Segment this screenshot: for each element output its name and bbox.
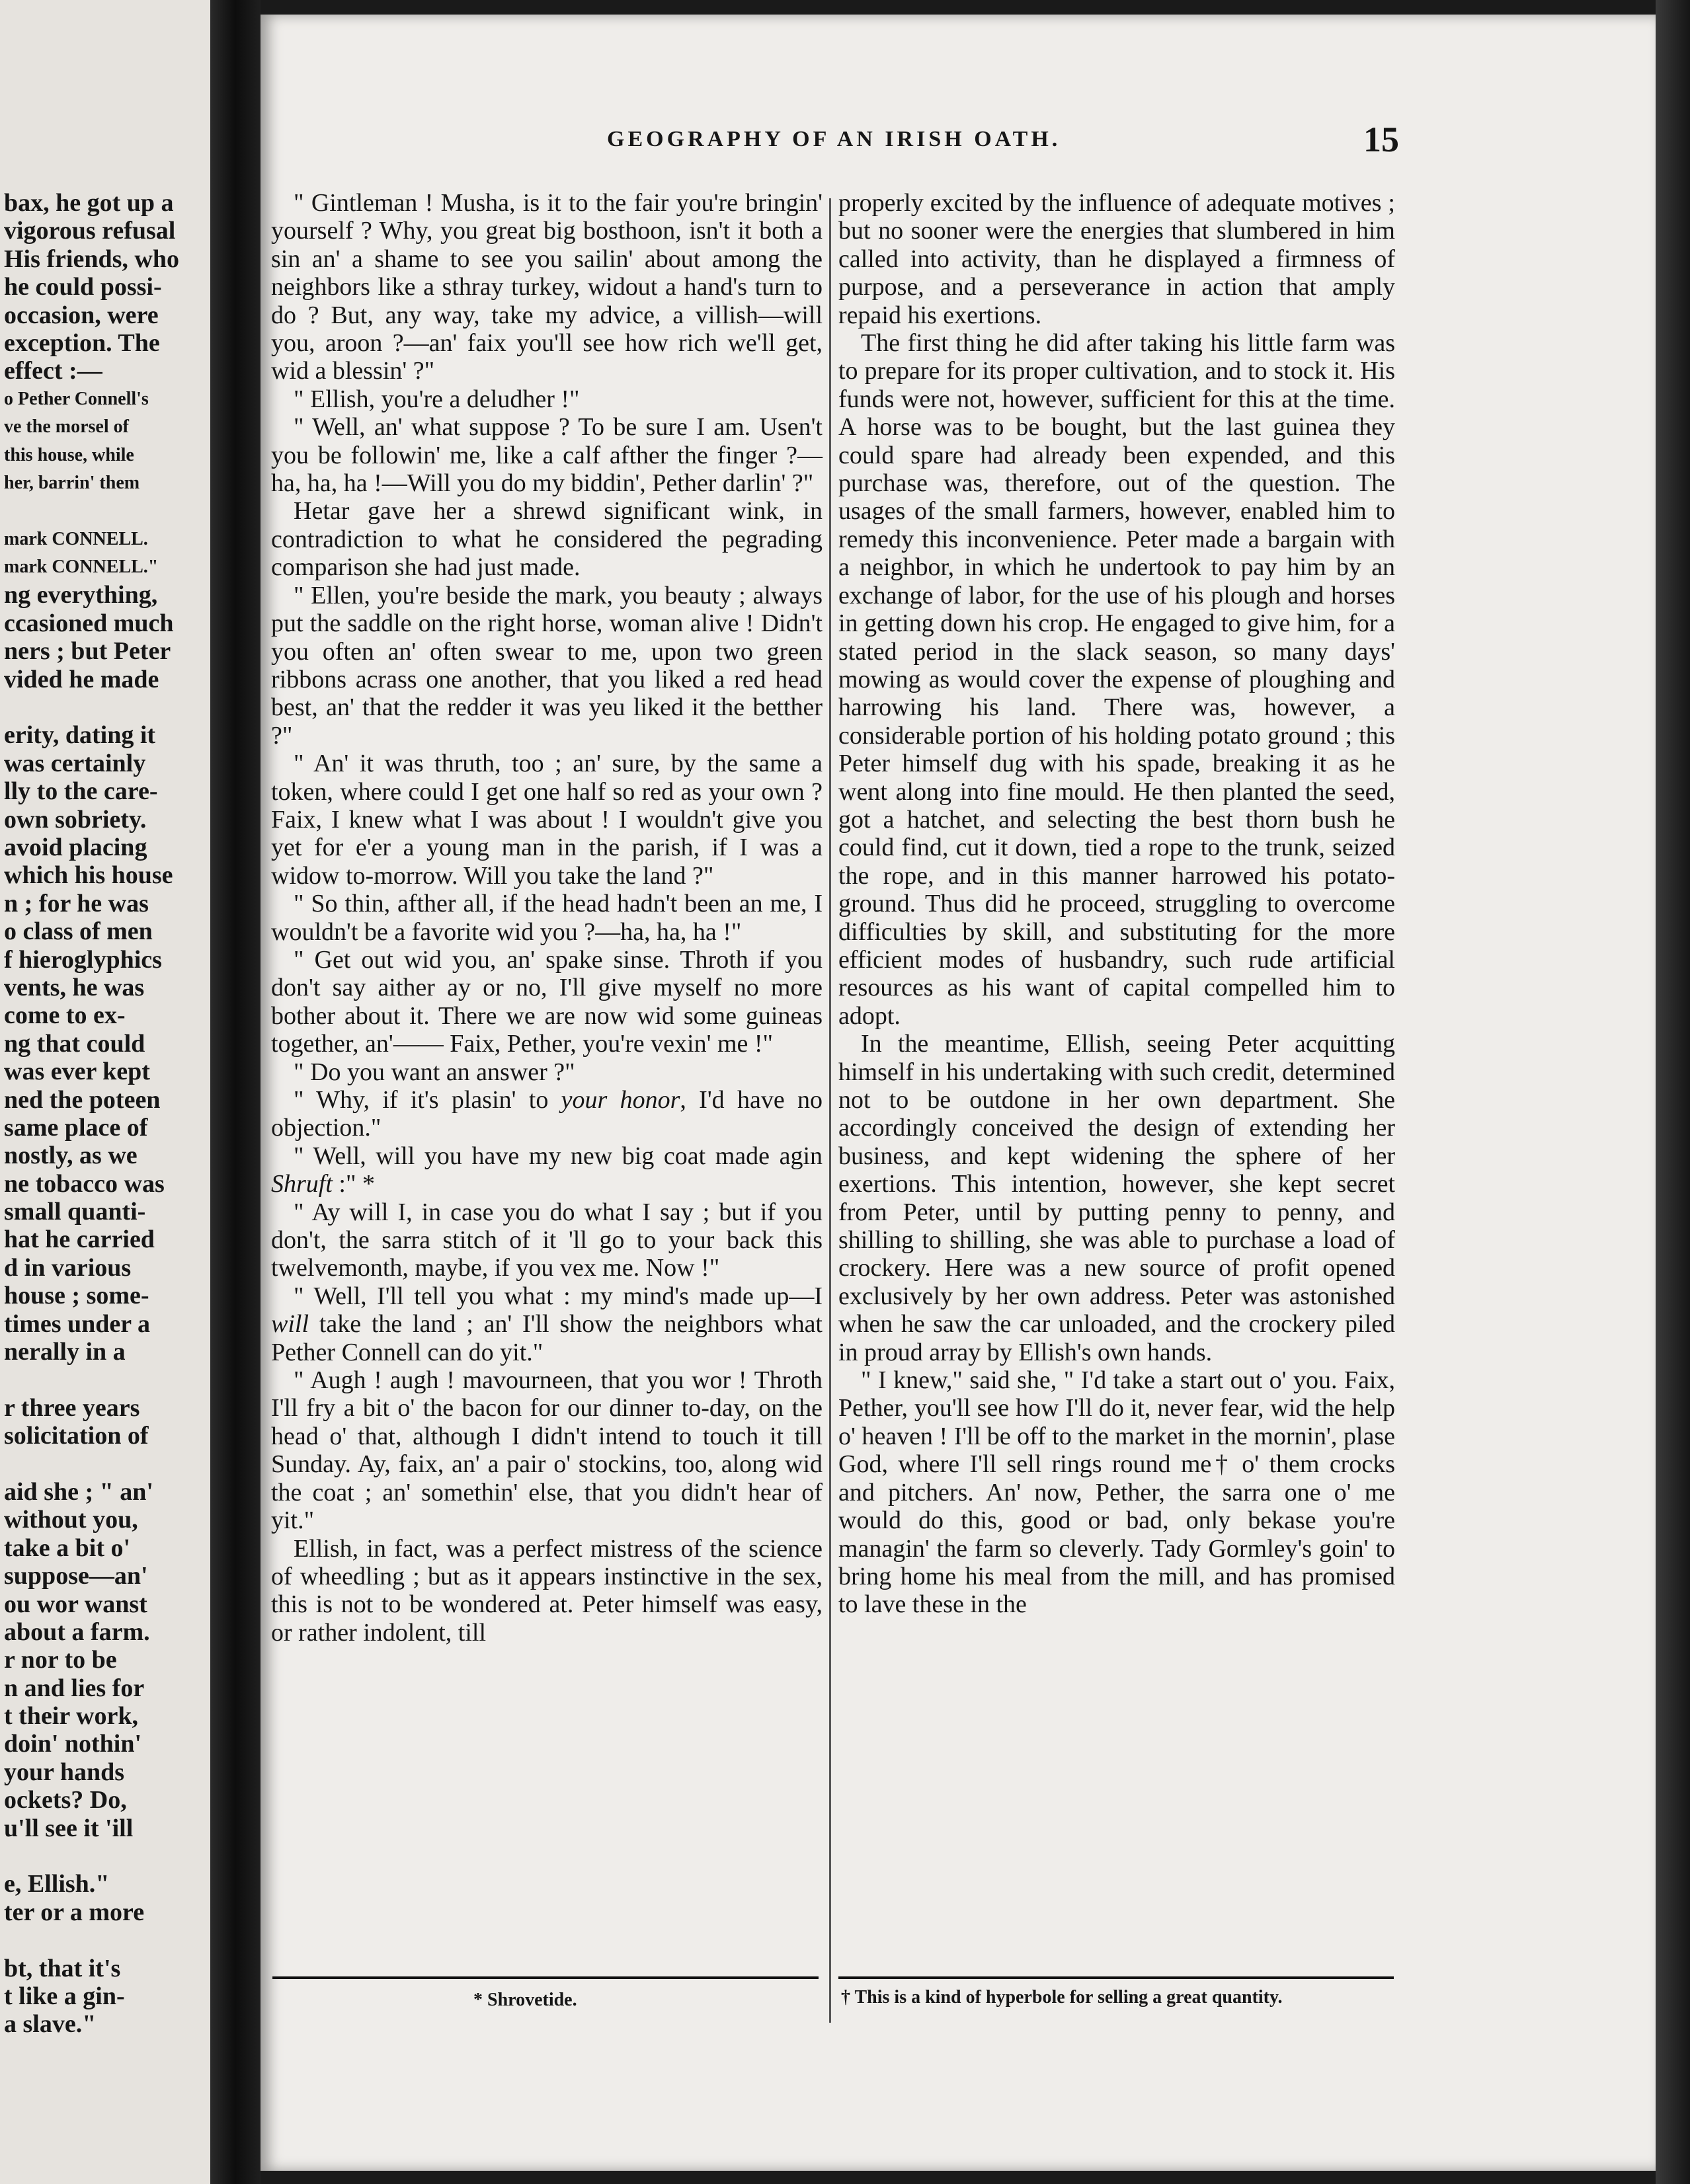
facing-page-line: a slave." <box>4 2010 97 2039</box>
paragraph <box>271 1282 823 1366</box>
facing-page-line <box>4 1926 210 1954</box>
facing-page-line: ccasioned much <box>4 609 174 637</box>
paragraph: The first thing he did after taking his little farm was to prepare for its proper cultivation, and to stock it. His funds were not, however, sufficient for this at the time. A horse was to be bought, but the last guinea they could spare had already been expended, and this purchase was, therefore, out of the question. The usages of the small farmers, however, enabled him to remedy this inconvenience. Peter made a bargain with a neighbor, in which he undertook to pay him by an exchange of labor, for the use of his plough and horses in getting down his crop. He engaged to give him, for a stated period in the slack season, so many days' mowing as would cover the expense of ploughing and harrowing his land. There was, however, a considerable portion of his holding potato ground ; this Peter himself dug with his spade, breaking it as he went along into fine mould. He then planted the seed, got a hatchet, and selecting the best thorn bush he could find, cut it down, tied a rope to the trunk, seized the rope, and in this manner harrowed his potato-ground. Thus did he proceed, struggling to overcome difficulties by skill, and substituting for the more efficient modes of husbandry, such rude artificial resources as his want of capital compelled him to adopt. <box>838 329 1395 1030</box>
facing-page-text <box>4 189 210 2039</box>
facing-page-line: nerally in a <box>4 1338 126 1366</box>
paragraph: " Ellish, you're a deludher !" <box>294 385 580 413</box>
facing-page-line: was ever kept <box>4 1058 150 1086</box>
paragraph: In the meantime, Ellish, seeing Peter acquitting himself in his undertaking with such credit, determined not to be outdone in her own department. She accordingly conceived the design of extending her business, and kept widening the sphere of her exertions. This intention, however, she kept secret from Peter, until by putting penny to penny, and shilling to shilling, she was able to purchase a load of crockery. Here was a new source of profit opened exclusively by her own address. Peter was astonished when he saw the car unloaded, and the crockery piled in proud array by Ellish's own hands. <box>838 1030 1395 1366</box>
facing-page-line <box>4 1366 210 1393</box>
italic-run: your honor <box>561 1086 680 1114</box>
text-column-right <box>838 189 1395 1619</box>
paragraph: Hetar gave her a shrewd significant wink, in contradiction to what he considered the pegrading comparison she had just made. <box>271 497 823 582</box>
facing-page-line: erity, dating it <box>4 721 156 750</box>
facing-page-line: solicitation of <box>4 1422 149 1450</box>
running-title: GEOGRAPHY OF AN IRISH OATH. <box>607 127 1061 151</box>
facing-page-line <box>4 1842 210 1870</box>
paragraph: " Get out wid you, an' spake sinse. Throth if you don't say aither ay or no, I'll give myself no more bother about it. There we are now wid some guineas together, an'—— Faix, Pether, you're vexin' me !" <box>271 945 823 1058</box>
facing-page-line: mark CONNELL." <box>4 557 159 578</box>
facing-page-line: d in various <box>4 1253 132 1282</box>
facing-page-line: ockets? Do, <box>4 1786 127 1814</box>
facing-page-line: same place of <box>4 1113 148 1142</box>
facing-page-line: o Pether Connell's <box>4 388 149 409</box>
facing-page-line: hat he carried <box>4 1226 155 1254</box>
facing-page-line: vigorous refusal <box>4 217 176 245</box>
facing-page-edge <box>0 0 210 2184</box>
facing-page-line: bt, that it's <box>4 1954 121 1982</box>
facing-page-line: effect :— <box>4 357 102 385</box>
facing-page-line: His friends, who <box>4 245 179 273</box>
facing-page-line: r nor to be <box>4 1646 117 1674</box>
facing-page-line: which his house <box>4 861 173 890</box>
paragraph: " So thin, afther all, if the head hadn't been an me, I wouldn't be a favorite wid you ?—ha, ha, ha !" <box>271 890 823 946</box>
text-run: take the land ; an' I'll show the neighbors what Pether Connell can do yit." <box>271 1310 823 1366</box>
text-run: :" * <box>332 1170 375 1198</box>
facing-page-line: vents, he was <box>4 973 145 1001</box>
italic-run: Shruft <box>271 1170 333 1198</box>
paragraph <box>271 1142 823 1198</box>
facing-page-line: n ; for he was <box>4 889 149 917</box>
facing-page-line: r three years <box>4 1393 140 1422</box>
column-divider <box>829 198 831 2023</box>
paragraph: properly excited by the influence of adequate motives ; but no sooner were the energies that slumbered in him called into activity, than he displayed a firmness of purpose, and a perseverance in action that amply repaid his exertions. <box>838 189 1395 329</box>
footnote-rule <box>838 1976 1394 1979</box>
facing-page-line: your hands <box>4 1758 125 1786</box>
footnote-rule <box>272 1976 819 1979</box>
paragraph <box>271 1086 823 1142</box>
facing-page-line: times under a <box>4 1309 150 1338</box>
book-edge <box>1656 0 1690 2184</box>
text-run: " Well, I'll tell you what : my mind's made up—I <box>294 1282 823 1310</box>
facing-page-line: suppose—an' <box>4 1562 148 1590</box>
facing-page-line: ou wor wanst <box>4 1590 147 1618</box>
text-column-left <box>271 189 823 1647</box>
facing-page-line: lly to the care- <box>4 777 158 806</box>
paragraph: " Augh ! augh ! mavourneen, that you wor ! Throth I'll fry a bit o' the bacon for our dinner to-day, on the head o' that, although I didn't intend to touch it till Sunday. Ay, faix, an' a pair o' stockins, too, along wid the coat ; an' somethin' else, that you didn't hear of yit." <box>271 1366 823 1535</box>
facing-page-line: own sobriety. <box>4 805 147 834</box>
facing-page-line: take a bit o' <box>4 1534 131 1562</box>
facing-page-line: vided he made <box>4 665 159 693</box>
paragraph: " Well, an' what suppose ? To be sure I am. Usen't you be followin' me, like a calf afther the finger ?—ha, ha, ha !—Will you do my biddin', Pether darlin' ?" <box>271 413 823 498</box>
text-run: , I'd have no objection." <box>271 1086 823 1142</box>
facing-page-line: occasion, were <box>4 301 159 329</box>
facing-page-line: mark CONNELL. <box>4 528 148 549</box>
facing-page-line: ng that could <box>4 1029 145 1058</box>
paragraph: Ellish, in fact, was a perfect mistress of the science of wheedling ; but as it appears instinctive in the sex, this is not to be wondered at. Peter himself was easy, or rather indolent, till <box>271 1534 823 1647</box>
facing-page-line <box>4 497 210 525</box>
facing-page-line: exception. The <box>4 329 160 357</box>
facing-page-line: doin' nothin' <box>4 1730 142 1758</box>
facing-page-line: ve the morsel of <box>4 416 129 438</box>
italic-run: will <box>271 1310 309 1339</box>
facing-page-line: aid she ; " an' <box>4 1477 153 1506</box>
facing-page-line: f hieroglyphics <box>4 945 162 974</box>
facing-page-line: u'll see it 'ill <box>4 1814 134 1842</box>
facing-page-line: t their work, <box>4 1702 138 1731</box>
footnote: † This is a kind of hyperbole for selling a great quantity. <box>841 1987 1283 2008</box>
facing-page-line: ter or a more <box>4 1898 145 1926</box>
facing-page-line: come to ex- <box>4 1001 126 1030</box>
facing-page-line: avoid placing <box>4 833 147 861</box>
page-number: 15 <box>1363 120 1399 159</box>
facing-page-line: nostly, as we <box>4 1142 138 1170</box>
text-run: " Well, will you have my new big coat made agin <box>294 1142 823 1170</box>
facing-page-line: was certainly <box>4 749 146 777</box>
facing-page-line: this house, while <box>4 444 134 465</box>
facing-page-line: t like a gin- <box>4 1982 125 2010</box>
facing-page-line: ng everything, <box>4 581 158 609</box>
paragraph: " I knew," said she, " I'd take a start out o' you. Faix, Pether, you'll see how I'll do it, never fear, wid the help o' heaven ! I'll be off to the market in the mornin', plase God, where I'll sell rings round me† o' them crocks and pitchers. An' now, Pether, the sarra one o' me would do this, good or bad, only bekase you're managin' the farm so cleverly. Tady Gormley's goin' to bring home his meal from the mill, and has promised to lave these in the <box>838 1366 1395 1619</box>
facing-page-line: without you, <box>4 1506 138 1534</box>
paragraph: " Do you want an answer ?" <box>294 1058 575 1086</box>
facing-page-line: bax, he got up a <box>4 189 174 217</box>
facing-page-line: ners ; but Peter <box>4 637 171 666</box>
paragraph: " Gintleman ! Musha, is it to the fair you're bringin' yourself ? Why, you great big bosthoon, isn't it both a sin an' a shame to see you sailin' about among the neighbors like a sthray turkey, widout a hand's turn to do ? But, any way, take my advice, a villish—will you, aroon ?—an' faix you'll see how rich we'll get, wid a blessin' ?" <box>271 189 823 385</box>
paragraph: " An' it was thruth, too ; an' sure, by the same a token, where could I get one half so red as your own ? Faix, I knew what I was about ! I wouldn't give you yet for e'er a young man in the parish, if I was a widow to-morrow. Will you take the land ?" <box>271 750 823 890</box>
paragraph: " Ay will I, in case you do what I say ; but if you don't, the sarra stitch of it 'll go to your back this twelvemonth, maybe, if you vex me. Now !" <box>271 1198 823 1282</box>
facing-page-line: e, Ellish." <box>4 1870 110 1898</box>
facing-page-line: about a farm. <box>4 1618 150 1646</box>
facing-page-line <box>4 1450 210 1478</box>
text-run: " Why, if it's plasin' to <box>294 1086 561 1114</box>
facing-page-line <box>4 693 210 721</box>
facing-page-line: n and lies for <box>4 1674 145 1702</box>
paragraph: " Ellen, you're beside the mark, you beauty ; always put the saddle on the right horse, woman alive ! Didn't you often an' often swear to me, upon two green ribbons acrass one another, that you liked a red head best, an' that the redder it was yeu liked it the betther ?" <box>271 581 823 750</box>
book-gutter <box>210 0 261 2184</box>
facing-page-line: he could possi- <box>4 273 162 301</box>
facing-page-line: small quanti- <box>4 1198 146 1226</box>
facing-page-line: ne tobacco was <box>4 1169 165 1198</box>
facing-page-line: house ; some- <box>4 1282 149 1310</box>
facing-page-line: ned the poteen <box>4 1085 161 1114</box>
footnote: * Shrovetide. <box>473 1990 577 2010</box>
facing-page-line: her, barrin' them <box>4 472 140 493</box>
facing-page-line: o class of men <box>4 917 153 946</box>
